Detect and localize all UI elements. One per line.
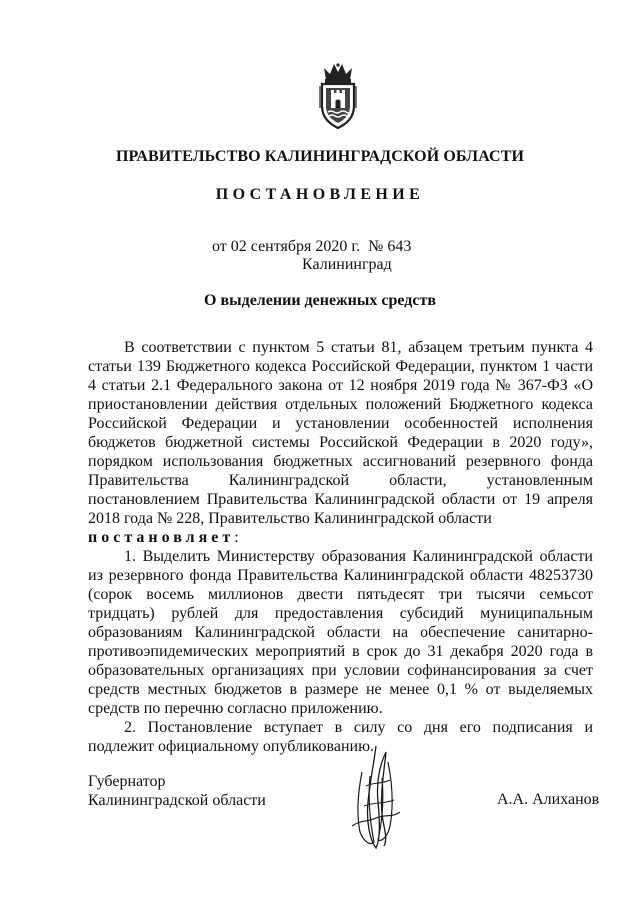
document-city: Калининград bbox=[302, 256, 392, 273]
signatory-title bbox=[88, 772, 266, 810]
document-subject: О выделении денежных средств bbox=[204, 292, 436, 309]
signatory-name: А.А. Алиханов bbox=[497, 791, 600, 808]
signatory-title-line2: Калининградской области bbox=[88, 792, 266, 809]
item-2-paragraph: 2. Постановление вступает в силу со дня его подписания и подлежит официальному опубликованию. bbox=[88, 719, 593, 755]
decree-line bbox=[88, 528, 593, 547]
document-body bbox=[88, 338, 593, 756]
document-type: ПОСТАНОВЛЕНИЕ bbox=[215, 186, 425, 203]
preamble-paragraph: В соответствии с пунктом 5 статьи 81, абзацем третьим пункта 4 статьи 139 Бюджетного кодекса Российской Федерации, пунктом 1 части 4 статьи 2.1 Федерального закона от 12 ноября 2019 года № 367-ФЗ «О приостановлении действия отдельных положений Бюджетного кодекса Российской Федерации и установлении особенностей исполнения бюджетов бюджетной системы Российской Федерации в 2020 году», порядком использования бюджетных ассигнований резервного фонда Правительства Калининградской области, установленным постановлением Правительства Калининградской области от 19 апреля 2018 года № 228, Правительство Калининградской области bbox=[88, 339, 593, 527]
item-1-paragraph: 1. Выделить Министерству образования Калининградской области из резервного фонда Правительства Калининградской области 48253730 (сорок восемь миллионов двести пятьдесят три тысячи семьсот тридцать) рублей для предоставления субсидий муниципальным образованиям Калининградской области на обеспечение санитарно-противоэпидемических мероприятий в срок до 31 декабря 2020 года в образовательных организациях при условии софинансирования за счет средств местных бюджетов в размере не менее 0,1 % от выделяемых средств по перечню согласно приложению. bbox=[88, 548, 593, 717]
decree-word: постановляет bbox=[88, 529, 235, 546]
government-name: ПРАВИТЕЛЬСТВО КАЛИНИНГРАДСКОЙ ОБЛАСТИ bbox=[115, 148, 525, 165]
signatory-title-line1: Губернатор bbox=[88, 773, 166, 790]
decree-colon: : bbox=[234, 529, 239, 546]
document-date-number: от 02 сентября 2020 г. № 643 bbox=[212, 238, 412, 255]
handwritten-signature bbox=[340, 742, 412, 854]
coat-of-arms-emblem bbox=[318, 62, 358, 130]
